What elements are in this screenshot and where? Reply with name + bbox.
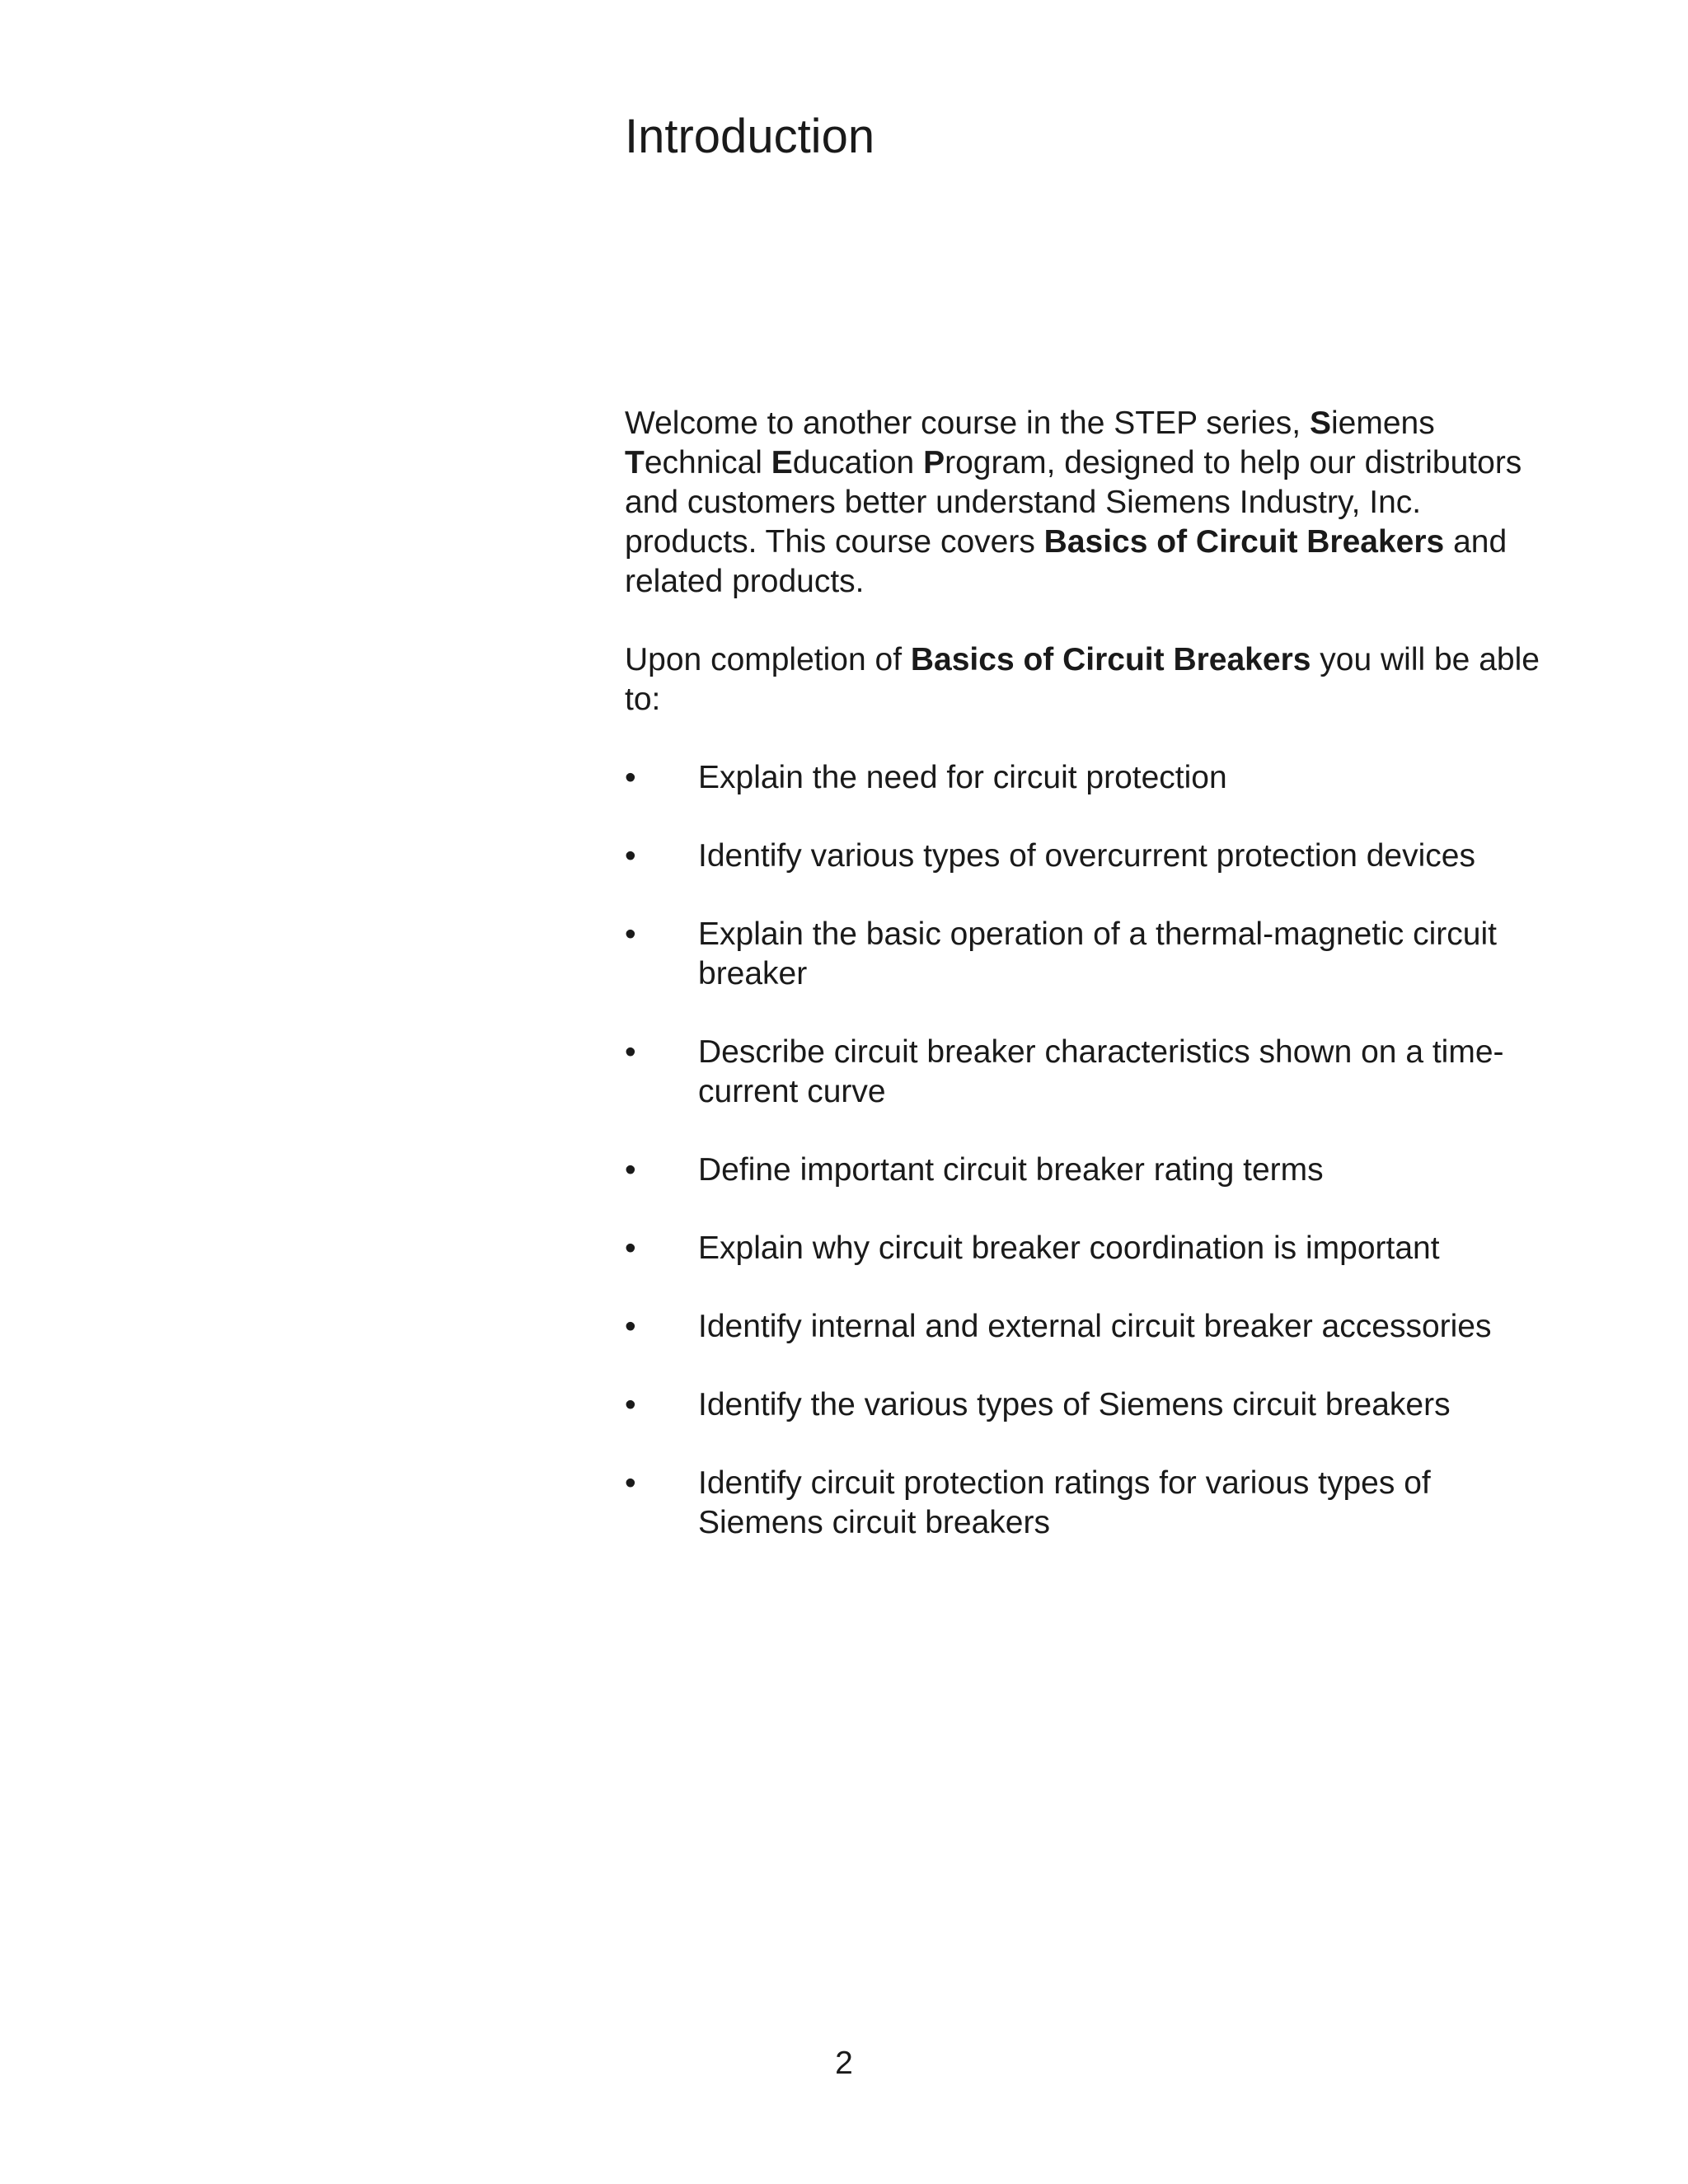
objective-text: Explain why circuit breaker coordination is important bbox=[698, 1230, 1440, 1266]
bullet-icon: • bbox=[625, 1387, 636, 1422]
objective-item bbox=[625, 1033, 1548, 1112]
bullet-icon: • bbox=[625, 1152, 636, 1188]
acronym-letter-e: E bbox=[771, 445, 793, 480]
intro-text: Welcome to another course in the STEP series, bbox=[625, 405, 1310, 441]
completion-text: Upon completion of bbox=[625, 642, 911, 677]
objective-text: Identify the various types of Siemens circuit breakers bbox=[698, 1387, 1451, 1422]
acronym-letter-t: T bbox=[625, 445, 645, 480]
objective-item bbox=[625, 915, 1548, 994]
objective-item bbox=[625, 1385, 1548, 1425]
bullet-icon: • bbox=[625, 760, 636, 795]
objectives-list bbox=[625, 758, 1548, 1543]
objective-text: Identify circuit protection ratings for various types of Siemens circuit breakers bbox=[698, 1465, 1431, 1540]
objective-item bbox=[625, 1151, 1548, 1190]
page-number: 2 bbox=[835, 2046, 853, 2081]
objective-item bbox=[625, 1307, 1548, 1347]
bullet-icon: • bbox=[625, 1230, 636, 1266]
intro-text: ducation bbox=[792, 445, 924, 480]
objective-text: Identify various types of overcurrent protection devices bbox=[698, 838, 1475, 874]
bullet-icon: • bbox=[625, 916, 636, 952]
intro-paragraph bbox=[625, 404, 1548, 602]
bullet-icon: • bbox=[625, 838, 636, 874]
objective-item bbox=[625, 1229, 1548, 1268]
objective-item bbox=[625, 1464, 1548, 1543]
objective-text: Explain the basic operation of a thermal-magnetic circuit breaker bbox=[698, 916, 1497, 991]
intro-text: iemens bbox=[1330, 405, 1435, 441]
objective-text: Explain the need for circuit protection bbox=[698, 760, 1227, 795]
objective-item bbox=[625, 837, 1548, 876]
objective-text: Define important circuit breaker rating terms bbox=[698, 1152, 1324, 1188]
bullet-icon: • bbox=[625, 1309, 636, 1344]
objective-item bbox=[625, 758, 1548, 798]
intro-text: rogram, designed to help our distributors and customers better understand Siemens Industry, Inc. products. This course covers bbox=[625, 445, 1522, 560]
objective-text: Describe circuit breaker characteristics shown on a time-current curve bbox=[698, 1034, 1504, 1109]
objective-text: Identify internal and external circuit breaker accessories bbox=[698, 1309, 1492, 1344]
course-name: Basics of Circuit Breakers bbox=[910, 642, 1311, 677]
intro-text: and related products. bbox=[625, 524, 1507, 599]
acronym-letter-p: P bbox=[923, 445, 945, 480]
page-title: Introduction bbox=[625, 110, 875, 163]
bullet-icon: • bbox=[625, 1034, 636, 1070]
completion-paragraph bbox=[625, 640, 1548, 719]
bullet-icon: • bbox=[625, 1465, 636, 1501]
main-content bbox=[625, 404, 1548, 1582]
course-name: Basics of Circuit Breakers bbox=[1043, 524, 1445, 560]
completion-text: you will be able to: bbox=[625, 642, 1540, 717]
acronym-letter-s: S bbox=[1309, 405, 1331, 441]
intro-text: echnical bbox=[644, 445, 771, 480]
